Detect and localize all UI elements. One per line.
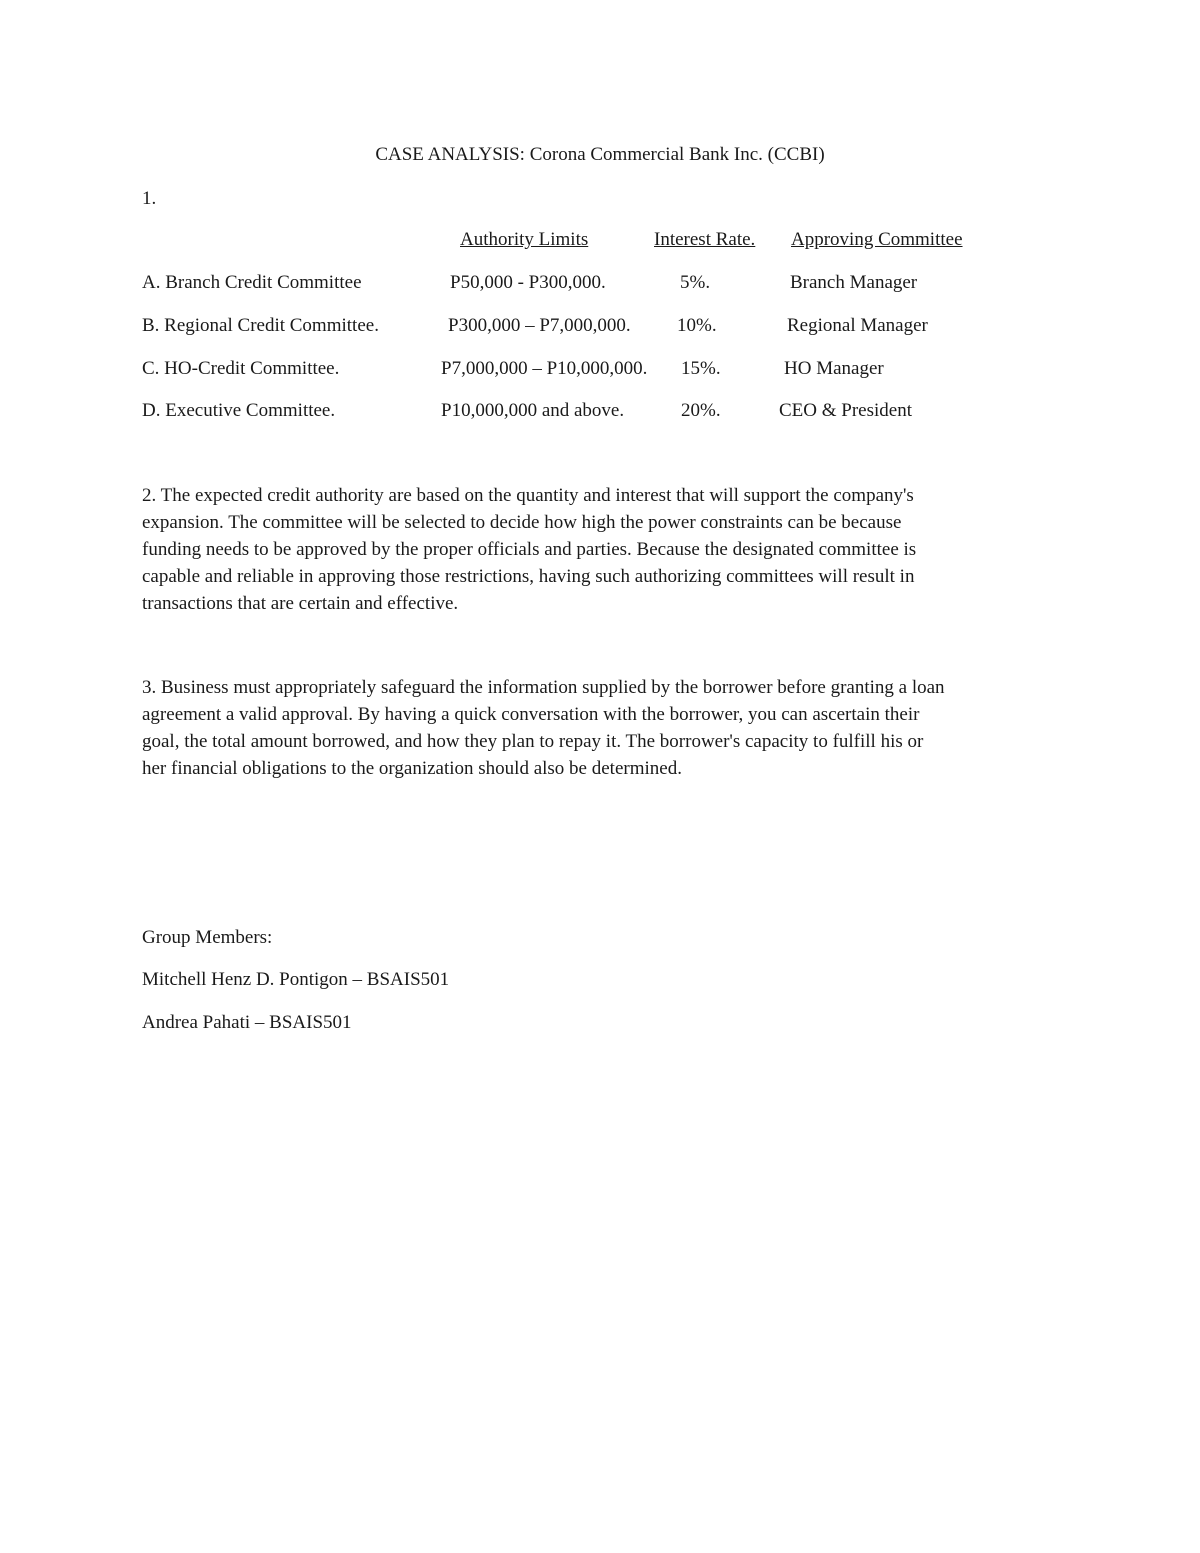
header-authority-limits: Authority Limits	[460, 229, 589, 250]
row-authority-limit: P10,000,000 and above.	[441, 400, 625, 421]
row-authority-limit: P7,000,000 – P10,000,000.	[441, 358, 648, 379]
row-committee-name: B. Regional Credit Committee.	[142, 315, 379, 336]
paragraph-line: goal, the total amount borrowed, and how they plan to repay it. The borrower's capacity to fulfill his or	[142, 731, 924, 752]
section-1-number: 1.	[142, 188, 157, 209]
section-3-paragraph	[142, 674, 1067, 782]
row-committee-name: C. HO-Credit Committee.	[142, 358, 340, 379]
paragraph-line: 2. The expected credit authority are based on the quantity and interest that will support the company's	[142, 485, 914, 506]
row-approver: CEO & President	[779, 400, 912, 421]
group-member: Andrea Pahati – BSAIS501	[142, 1012, 352, 1033]
row-interest-rate: 5%.	[680, 272, 711, 293]
row-approver: HO Manager	[784, 358, 884, 379]
row-committee-name: D. Executive Committee.	[142, 400, 336, 421]
row-interest-rate: 15%.	[681, 358, 721, 379]
row-authority-limit: P50,000 - P300,000.	[450, 272, 606, 293]
paragraph-line: capable and reliable in approving those restrictions, having such authorizing committees will result in	[142, 566, 915, 587]
row-approver: Regional Manager	[787, 315, 928, 336]
document-title: CASE ANALYSIS: Corona Commercial Bank Inc. (CCBI)	[375, 144, 825, 165]
paragraph-line: her financial obligations to the organization should also be determined.	[142, 758, 682, 779]
group-member: Mitchell Henz D. Pontigon – BSAIS501	[142, 969, 450, 990]
header-approving-committee: Approving Committee	[791, 229, 963, 250]
header-interest-rate: Interest Rate.	[654, 229, 756, 250]
paragraph-line: funding needs to be approved by the proper officials and parties. Because the designated committee is	[142, 539, 917, 560]
group-members-heading: Group Members:	[142, 927, 273, 948]
paragraph-line: 3. Business must appropriately safeguard the information supplied by the borrower before granting a loan	[142, 677, 945, 698]
row-interest-rate: 10%.	[677, 315, 717, 336]
row-authority-limit: P300,000 – P7,000,000.	[448, 315, 631, 336]
paragraph-line: expansion. The committee will be selected to decide how high the power constraints can be because	[142, 512, 902, 533]
row-interest-rate: 20%.	[681, 400, 721, 421]
row-committee-name: A. Branch Credit Committee	[142, 272, 362, 293]
row-approver: Branch Manager	[790, 272, 918, 293]
section-2-paragraph	[142, 482, 1067, 617]
paragraph-line: agreement a valid approval. By having a quick conversation with the borrower, you can ascertain their	[142, 704, 920, 725]
paragraph-line: transactions that are certain and effective.	[142, 593, 459, 614]
